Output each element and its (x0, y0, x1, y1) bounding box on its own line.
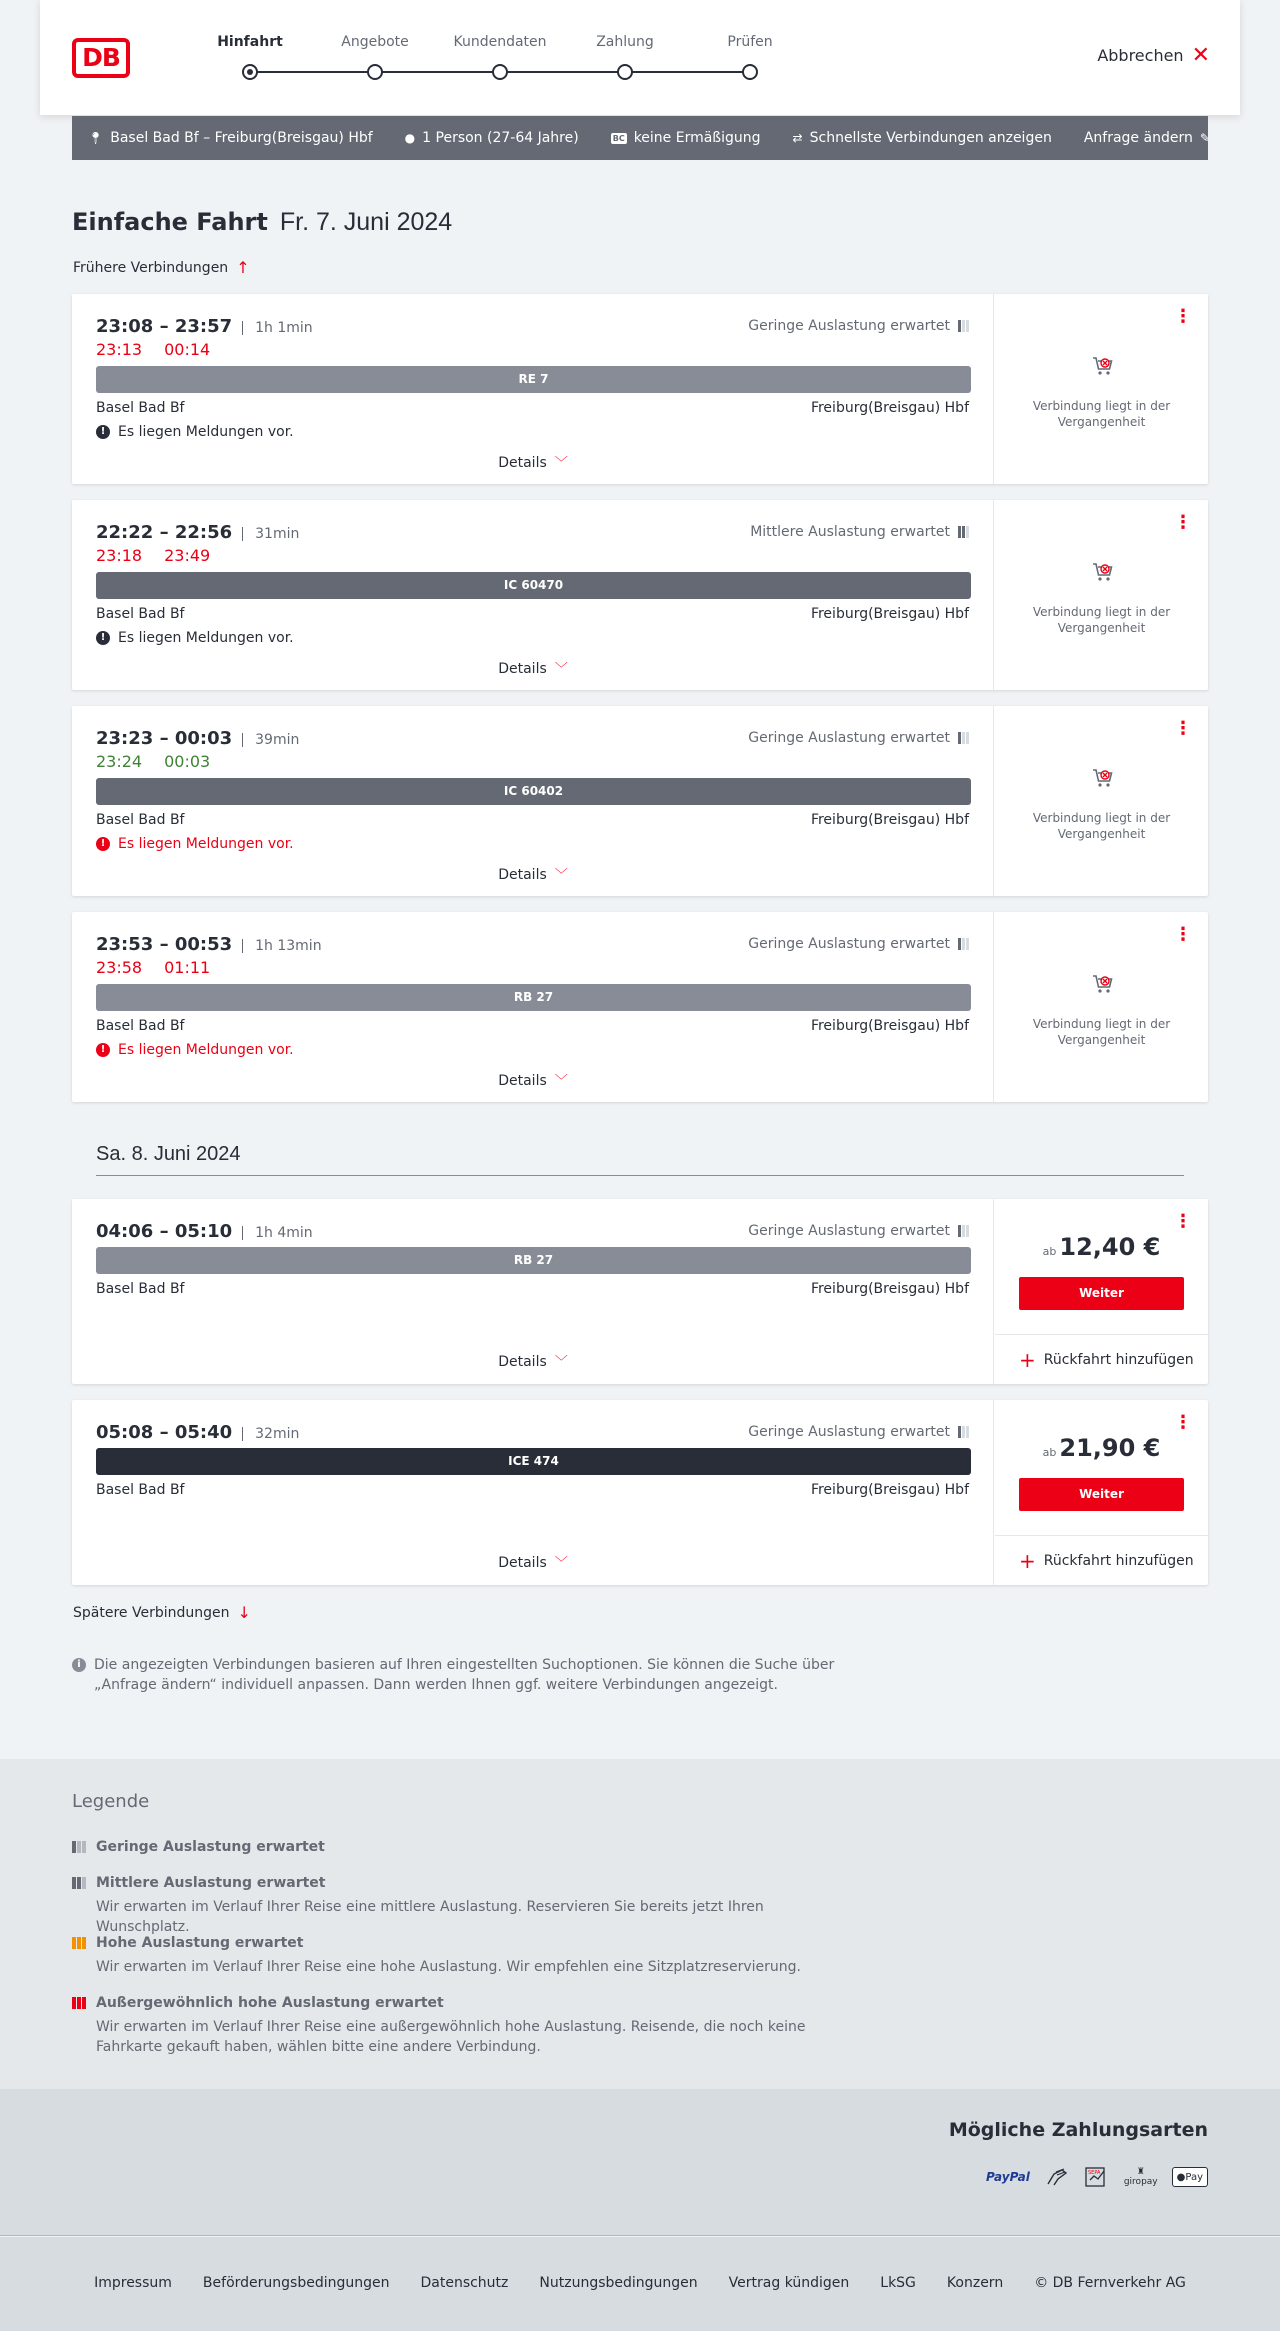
footer-link-befoerderungsbedingungen[interactable]: Beförderungsbedingungen (202, 2275, 390, 2291)
connection-side (995, 1400, 1208, 1585)
connection-times (96, 934, 322, 955)
load-label: Geringe Auslastung erwartet (748, 1424, 950, 1440)
realtime-times (96, 752, 232, 771)
load-indicator (748, 730, 969, 746)
giropay-symbol: ♜ (1136, 2167, 1145, 2177)
load-indicator (750, 524, 969, 540)
load-low-icon (958, 732, 969, 744)
legend-item (72, 1935, 832, 1977)
realtime-times (96, 340, 232, 359)
footer (0, 2237, 1280, 2331)
legend-item-title: Mittlere Auslastung erwartet (96, 1875, 326, 1891)
connection-main (72, 294, 994, 484)
giropay-label: giropay (1123, 2177, 1158, 2187)
realtime-arrival: 01:11 (164, 958, 211, 977)
train-bar[interactable]: RB 27 (96, 1247, 971, 1274)
search-option[interactable] (793, 130, 1052, 146)
connection-times (96, 522, 299, 543)
connection-side (995, 294, 1208, 484)
cart-unavailable-icon (1091, 354, 1115, 378)
past-connection-notice: Verbindung liegt in der Vergangenheit (1032, 1017, 1171, 1047)
details-label: Details (498, 455, 547, 471)
payment-title: Mögliche Zahlungsarten (948, 2119, 1208, 2141)
duration: 32min (242, 1427, 299, 1441)
connection-times (96, 728, 299, 749)
load-low-icon (958, 1225, 969, 1237)
realtime-arrival: 00:03 (164, 752, 211, 771)
sepa-icon (1084, 2163, 1110, 2191)
step-pruefen: Prüfen (727, 34, 773, 50)
footer-copyright: © DB Fernverkehr AG (1034, 2275, 1186, 2291)
details-toggle[interactable] (72, 1552, 994, 1571)
load-label: Geringe Auslastung erwartet (748, 936, 950, 952)
messages-notice (96, 836, 294, 852)
realtime-departure: 23:18 (96, 546, 143, 565)
realtime-times (96, 546, 232, 565)
details-label: Details (498, 1354, 547, 1370)
search-passengers-label: 1 Person (27-64 Jahre) (422, 130, 579, 146)
scheduled-times: 22:22 – 22:56 (96, 522, 233, 543)
trip-date: Fr. 7. Juni 2024 (279, 208, 453, 236)
price (995, 1434, 1208, 1462)
load-indicator (748, 1424, 969, 1440)
change-request-label: Anfrage ändern (1083, 130, 1193, 146)
svg-text:SEPA: SEPA (1087, 2170, 1101, 2176)
price-prefix: ab (1042, 1446, 1057, 1459)
details-label: Details (498, 1073, 547, 1089)
details-toggle[interactable] (72, 1070, 994, 1089)
connection-times (96, 316, 313, 337)
bahncard-icon: BC (612, 133, 625, 143)
load-label: Geringe Auslastung erwartet (748, 730, 950, 746)
duration: 1h 4min (242, 1226, 313, 1240)
duration: 1h 1min (242, 321, 313, 335)
departure-station: Basel Bad Bf (96, 606, 185, 622)
search-discount[interactable] (611, 130, 761, 146)
page-title (72, 208, 452, 237)
messages-notice (96, 424, 294, 440)
search-passengers[interactable] (405, 130, 579, 146)
step-zahlung: Zahlung (596, 34, 654, 50)
connection-times (96, 1422, 299, 1443)
connection-card[interactable] (72, 912, 1208, 1102)
plus-icon: + (1019, 1347, 1036, 1372)
chevron-down-icon: ﹀ (554, 868, 568, 883)
scheduled-times: 04:06 – 05:10 (96, 1221, 233, 1242)
later-connections-label: Spätere Verbindungen (73, 1604, 230, 1621)
apple-pay-label: Pay (1185, 2171, 1203, 2183)
past-connection-notice: Verbindung liegt in der Vergangenheit (1032, 605, 1171, 635)
legend-item-text: Wir erwarten im Verlauf Ihrer Reise eine hohe Auslastung. Wir empfehlen eine Sitzplatzreservierung. (96, 1959, 801, 1975)
arrow-up-icon: ↑ (236, 258, 250, 277)
scheduled-times: 23:23 – 00:03 (96, 728, 233, 749)
realtime-arrival: 23:49 (164, 546, 211, 565)
details-label: Details (498, 661, 547, 677)
arrival-station: Freiburg(Breisgau) Hbf (810, 606, 969, 622)
duration: 39min (242, 733, 299, 747)
arrow-down-icon: ↓ (237, 1603, 251, 1622)
load-low-icon (958, 1426, 969, 1438)
train-bar[interactable]: RE 7 (96, 366, 971, 393)
realtime-departure: 23:24 (96, 752, 143, 771)
price-value: 21,90 € (1059, 1434, 1161, 1462)
details-label: Details (498, 867, 547, 883)
legend-item (72, 1995, 832, 2057)
load-medium-icon (72, 1877, 88, 1889)
chevron-down-icon: ﹀ (554, 662, 568, 677)
person-icon: ● (404, 131, 416, 145)
chevron-down-icon: ﹀ (554, 1074, 568, 1089)
connection-side (995, 1199, 1208, 1384)
train-bar[interactable]: RB 27 (96, 984, 971, 1011)
scheduled-times: 23:53 – 00:53 (96, 934, 233, 955)
legend-title: Legende (72, 1791, 150, 1812)
legend-item (72, 1839, 832, 1855)
load-indicator (748, 318, 969, 334)
arrival-station: Freiburg(Breisgau) Hbf (810, 1482, 969, 1498)
messages-label: Es liegen Meldungen vor. (118, 630, 294, 646)
realtime-departure: 23:58 (96, 958, 143, 977)
search-summary-bar (72, 116, 1208, 160)
arrival-station: Freiburg(Breisgau) Hbf (810, 1018, 969, 1034)
legend (0, 1759, 1280, 2089)
apple-pay-icon (1172, 2167, 1208, 2187)
search-info-note (72, 1655, 852, 1695)
alert-icon: ! (96, 837, 110, 851)
more-options-icon[interactable]: ⋮ (1174, 718, 1192, 739)
departure-station: Basel Bad Bf (96, 1018, 185, 1034)
earlier-connections-label: Frühere Verbindungen (73, 259, 229, 276)
connection-main (72, 1400, 994, 1585)
connection-side (995, 500, 1208, 690)
close-icon: ✕ (1191, 42, 1210, 68)
continue-button[interactable]: Weiter (1019, 1277, 1184, 1310)
footer-link-vertrag-kuendigen[interactable]: Vertrag kündigen (728, 2275, 850, 2291)
more-options-icon[interactable]: ⋮ (1174, 1211, 1192, 1232)
day-divider: Sa. 8. Juni 2024 (96, 1143, 1184, 1176)
price-value: 12,40 € (1059, 1233, 1161, 1261)
search-route[interactable] (88, 130, 373, 146)
legend-item (72, 1875, 832, 1937)
legend-item-title: Hohe Auslastung erwartet (96, 1935, 304, 1951)
connection-card[interactable] (72, 500, 1208, 690)
search-info-text: Die angezeigten Verbindungen basieren auf Ihren eingestellten Suchoptionen. Sie können die Suche über „Anfrage ändern“ individuell anpassen. Dann werden Ihnen ggf. weitere Verbindungen angezeigt. (94, 1657, 835, 1693)
arrival-station: Freiburg(Breisgau) Hbf (810, 400, 969, 416)
load-very-high-icon (72, 1997, 88, 2009)
continue-button[interactable]: Weiter (1019, 1478, 1184, 1511)
payment-icons (986, 2163, 1208, 2191)
cart-unavailable-icon (1091, 560, 1115, 584)
duration: 31min (242, 527, 299, 541)
connection-main (72, 500, 994, 690)
chevron-down-icon: ﹀ (554, 1556, 568, 1571)
realtime-arrival: 00:14 (164, 340, 211, 359)
info-icon: i (72, 1658, 86, 1672)
departure-station: Basel Bad Bf (96, 400, 185, 416)
connection-card[interactable] (72, 294, 1208, 484)
later-connections-link[interactable] (73, 1603, 251, 1622)
scheduled-times: 05:08 – 05:40 (96, 1422, 233, 1443)
step-dot-pruefen (742, 64, 758, 80)
footer-link-nutzungsbedingungen[interactable]: Nutzungsbedingungen (539, 2275, 698, 2291)
header (40, 0, 1240, 115)
payment-methods (0, 2089, 1280, 2236)
load-label: Geringe Auslastung erwartet (748, 318, 950, 334)
connection-main (72, 1199, 994, 1384)
train-bar[interactable]: ICE 474 (96, 1448, 971, 1475)
search-discount-label: keine Ermäßigung (633, 130, 761, 146)
progress-steps (190, 30, 773, 90)
load-label: Mittlere Auslastung erwartet (750, 524, 950, 540)
train-bar[interactable]: IC 60402 (96, 778, 971, 805)
step-dot-zahlung (617, 64, 633, 80)
legend-item-title: Außergewöhnlich hohe Auslastung erwartet (96, 1995, 444, 2011)
price (995, 1233, 1208, 1261)
train-bar[interactable]: IC 60470 (96, 572, 971, 599)
connection-card[interactable] (72, 706, 1208, 896)
departure-station: Basel Bad Bf (96, 1281, 185, 1297)
step-dot-kundendaten (492, 64, 508, 80)
footer-link-lksg[interactable]: LkSG (880, 2275, 916, 2291)
more-options-icon[interactable]: ⋮ (1174, 924, 1192, 945)
details-toggle[interactable] (72, 864, 994, 883)
step-dot-angebote (367, 64, 383, 80)
price-prefix: ab (1042, 1245, 1057, 1258)
credit-card-hand-icon (1044, 2163, 1070, 2191)
swap-arrows-icon: ⇄ (792, 131, 803, 145)
legend-item-title: Geringe Auslastung erwartet (96, 1839, 325, 1855)
connection-main (72, 706, 994, 896)
location-pin-icon: 📍︎ (88, 131, 104, 145)
connection-card[interactable] (72, 1400, 1208, 1585)
details-label: Details (498, 1555, 547, 1571)
footer-link-datenschutz[interactable]: Datenschutz (420, 2275, 509, 2291)
chevron-down-icon: ﹀ (554, 456, 568, 471)
legend-item-text: Wir erwarten im Verlauf Ihrer Reise eine mittlere Auslastung. Reservieren Sie bereits jetzt Ihren Wunschplatz. (96, 1899, 764, 1935)
paypal-icon: PayPal (986, 2170, 1030, 2184)
footer-link-impressum[interactable]: Impressum (94, 2275, 172, 2291)
more-options-icon[interactable]: ⋮ (1174, 512, 1192, 533)
load-indicator (748, 1223, 969, 1239)
db-logo[interactable]: DB (72, 38, 130, 78)
load-low-icon (958, 320, 969, 332)
messages-label: Es liegen Meldungen vor. (118, 1042, 294, 1058)
details-toggle[interactable] (72, 452, 994, 471)
messages-label: Es liegen Meldungen vor. (118, 836, 294, 852)
connection-side (995, 912, 1208, 1102)
connection-main (72, 912, 994, 1102)
add-return-button[interactable] (995, 1334, 1208, 1384)
realtime-departure: 23:13 (96, 340, 143, 359)
departure-station: Basel Bad Bf (96, 812, 185, 828)
arrival-station: Freiburg(Breisgau) Hbf (810, 812, 969, 828)
add-return-button[interactable] (995, 1535, 1208, 1585)
past-connection-notice: Verbindung liegt in der Vergangenheit (1032, 399, 1171, 429)
connection-side (995, 706, 1208, 896)
footer-link-konzern[interactable]: Konzern (946, 2275, 1004, 2291)
duration: 1h 13min (242, 939, 321, 953)
plus-icon: + (1019, 1548, 1036, 1573)
cart-unavailable-icon (1091, 766, 1115, 790)
connection-card[interactable] (72, 1199, 1208, 1384)
cart-unavailable-icon (1091, 972, 1115, 996)
arrival-station: Freiburg(Breisgau) Hbf (810, 1281, 969, 1297)
step-kundendaten: Kundendaten (453, 34, 547, 50)
add-return-label: Rückfahrt hinzufügen (1043, 1552, 1194, 1569)
step-hinfahrt: Hinfahrt (217, 34, 283, 50)
legend-item-text: Wir erwarten im Verlauf Ihrer Reise eine außergewöhnlich hohe Auslastung. Reisende, die noch keine Fahrkarte gekauft haben, wählen bitte eine andere Verbindung. (96, 2019, 806, 2055)
messages-notice (96, 630, 294, 646)
details-toggle[interactable] (72, 1351, 994, 1370)
load-high-icon (72, 1937, 88, 1949)
pencil-icon: ✎ (1199, 131, 1210, 145)
alert-icon: ! (96, 1043, 110, 1057)
details-toggle[interactable] (72, 658, 994, 677)
alert-icon: ! (96, 631, 110, 645)
step-angebote: Angebote (341, 34, 409, 50)
add-return-label: Rückfahrt hinzufügen (1043, 1351, 1194, 1368)
search-route-label: Basel Bad Bf – Freiburg(Breisgau) Hbf (110, 130, 373, 146)
departure-station: Basel Bad Bf (96, 1482, 185, 1498)
load-low-icon (72, 1841, 88, 1853)
load-medium-icon (958, 526, 969, 538)
apple-logo: ● (1176, 2171, 1186, 2183)
more-options-icon[interactable]: ⋮ (1174, 1412, 1192, 1433)
load-low-icon (958, 938, 969, 950)
abort-button[interactable] (1097, 42, 1210, 68)
past-connection-notice: Verbindung liegt in der Vergangenheit (1032, 811, 1171, 841)
giropay-icon (1124, 2163, 1158, 2191)
change-request-button[interactable] (1084, 130, 1210, 146)
footer-links (0, 2275, 1280, 2291)
search-option-label: Schnellste Verbindungen anzeigen (809, 130, 1052, 146)
trip-type: Einfache Fahrt (72, 208, 268, 236)
scheduled-times: 23:08 – 23:57 (96, 316, 233, 337)
earlier-connections-link[interactable] (73, 258, 250, 277)
abort-label: Abbrechen (1097, 46, 1184, 65)
messages-label: Es liegen Meldungen vor. (118, 424, 294, 440)
messages-notice (96, 1042, 294, 1058)
connection-times (96, 1221, 313, 1242)
step-dot-hinfahrt (242, 64, 258, 80)
alert-icon: ! (96, 425, 110, 439)
load-label: Geringe Auslastung erwartet (748, 1223, 950, 1239)
realtime-times (96, 958, 232, 977)
more-options-icon[interactable]: ⋮ (1174, 306, 1192, 327)
chevron-down-icon: ﹀ (554, 1355, 568, 1370)
load-indicator (748, 936, 969, 952)
